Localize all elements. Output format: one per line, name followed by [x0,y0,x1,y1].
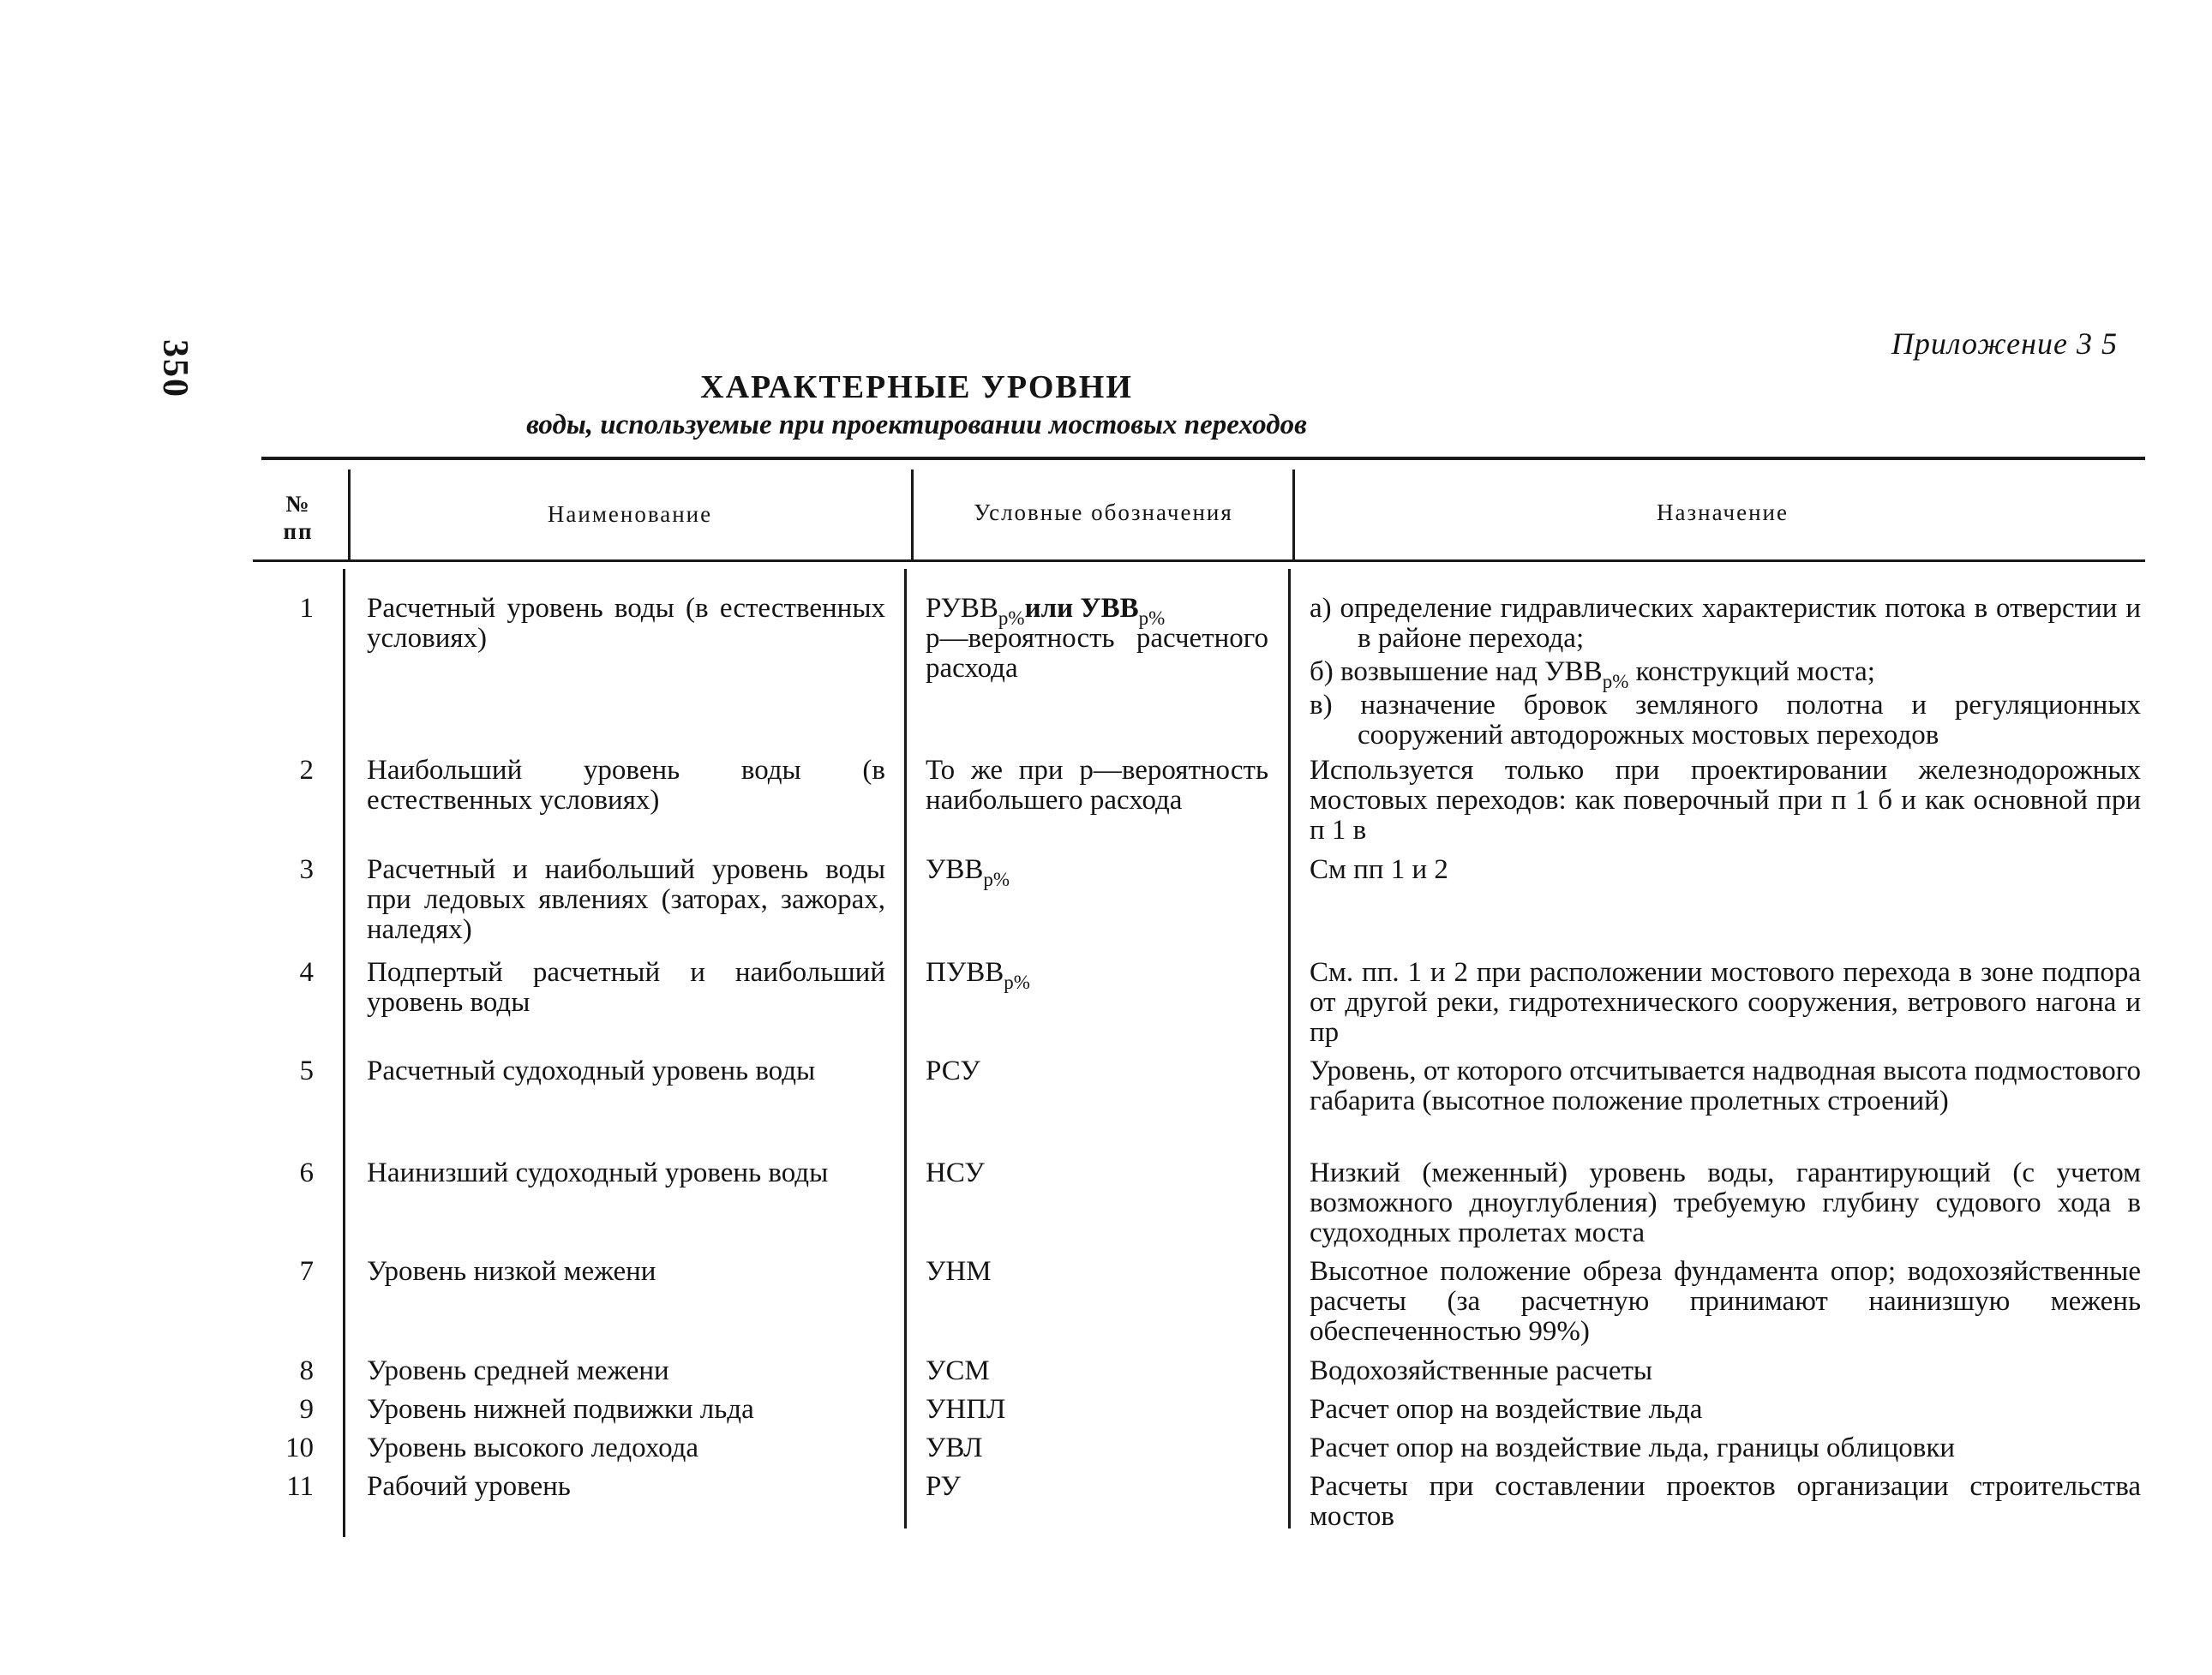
row-name: Наинизший судоходный уровень воды [367,1158,829,1188]
row-number: 3 [299,854,314,885]
row-name: Рабочий уровень [367,1471,571,1502]
symbol-text: ПУВВ [926,957,1004,988]
row-symbol: УНМ [926,1256,992,1287]
symbol-text: РУВВ [926,593,998,624]
row-purpose [1310,594,2141,754]
header-bottom-rule [253,559,2145,562]
row-symbol: РУ [926,1471,961,1502]
column-header-purpose: Назначение [1657,500,1789,525]
column-divider-3-body [1288,569,1291,1528]
column-divider-2 [911,470,914,562]
row-purpose: Высотное положение обреза фундамента опор; водохозяйственные расчеты (за расчетную принимают наинизшую межень обеспеченностью 99%) [1310,1256,2141,1347]
row-name: Уровень высокого ледохода [367,1433,699,1463]
page-subtitle: воды, используемые при проектировании мостовых переходов [526,410,1307,440]
row-name: Уровень низкой межени [367,1256,656,1287]
column-header-num: № пп [283,491,314,544]
column-divider-2-body [904,569,907,1528]
subscript: р% [1138,607,1166,629]
column-divider-1 [348,470,351,562]
row-symbol: УНПЛ [926,1394,1006,1425]
symbol-note: р—вероятность расчетного расхода [926,623,1268,684]
purpose-item-a: а) определение гидравлических характеристик потока в отверстии и в районе перехода; [1310,593,2141,654]
row-number: 1 [299,593,314,624]
row-purpose: Используется только при проектировании железнодорожных мостовых переходов: как поверочный при п 1 б и как основной при п 1 в [1310,755,2141,846]
row-name: Расчетный уровень воды (в естественных условиях) [367,593,885,654]
appendix-label: Приложение 3 5 [1891,326,2118,361]
row-number: 5 [299,1056,314,1086]
row-number: 6 [299,1158,314,1188]
row-name: Расчетный и наибольший уровень воды при ледовых явлениях (заторах, зажорах, наледях) [367,854,885,945]
row-number: 7 [299,1256,314,1287]
row-symbol [926,854,1268,890]
row-name: Расчетный судоходный уровень воды [367,1056,816,1086]
row-name: Уровень нижней подвижки льда [367,1394,754,1425]
row-symbol: НСУ [926,1158,985,1188]
row-name: Наибольший уровень воды (в естественных условиях) [367,755,885,816]
symbol-text: УВВ [926,854,984,885]
purpose-item-c: в) назначение бровок земляного полотна и регуляционных сооружений автодорожных мостовых переходов [1310,690,2141,751]
row-symbol: То же при р—вероятность наибольшего расхода [926,755,1268,816]
row-purpose: Низкий (меженный) уровень воды, гарантирующий (с учетом возможного дноуглубления) требуемую глубину судового хода в судоходных пролетах моста [1310,1158,2141,1248]
subscript: р% [1004,972,1030,993]
column-header-symbol: Условные обозначения [974,500,1233,525]
column-divider-3 [1292,470,1295,562]
purpose-text: конструкций моста; [1628,656,1875,687]
row-number: 2 [299,755,314,786]
row-symbol: УСМ [926,1355,990,1386]
symbol-text: или УВВ [1024,593,1139,624]
row-purpose: Водохозяйственные расчеты [1310,1355,1653,1386]
purpose-item-b [1310,656,2141,692]
row-purpose: Расчеты при составлении проектов организации строительства мостов [1310,1471,2141,1532]
subscript: р% [998,607,1025,629]
column-header-name: Наименование [547,501,713,527]
page-number: 350 [155,339,195,398]
subscript: р% [983,869,1010,890]
row-symbol [926,957,1268,993]
row-purpose: См. пп. 1 и 2 при расположении мостового перехода в зоне подпора от другой реки, гидротехнического сооружения, ветрового нагона и пр [1310,957,2141,1048]
row-purpose: Расчет опор на воздействие льда, границы облицовки [1310,1433,1956,1463]
row-purpose: Расчет опор на воздействие льда [1310,1394,1703,1425]
row-symbol: РСУ [926,1056,980,1086]
table-top-rule [261,457,2145,460]
row-symbol [926,594,1268,684]
row-name: Подпертый расчетный и наибольший уровень воды [367,957,885,1018]
row-number: 10 [285,1433,314,1463]
row-number: 8 [299,1355,314,1386]
subscript: р% [1602,671,1629,692]
row-purpose: Уровень, от которого отсчитывается надводная высота подмостового габарита (высотное положение пролетных строений) [1310,1056,2141,1116]
column-divider-1-body [343,569,345,1537]
row-symbol: УВЛ [926,1433,983,1463]
row-number: 4 [299,957,314,988]
row-number: 11 [286,1471,314,1502]
row-name: Уровень средней межени [367,1355,669,1386]
purpose-text: б) возвышение над УВВ [1310,656,1603,687]
row-number: 9 [299,1394,314,1425]
page-title: ХАРАКТЕРНЫЕ УРОВНИ [700,369,1133,405]
row-purpose: См пп 1 и 2 [1310,854,1448,885]
